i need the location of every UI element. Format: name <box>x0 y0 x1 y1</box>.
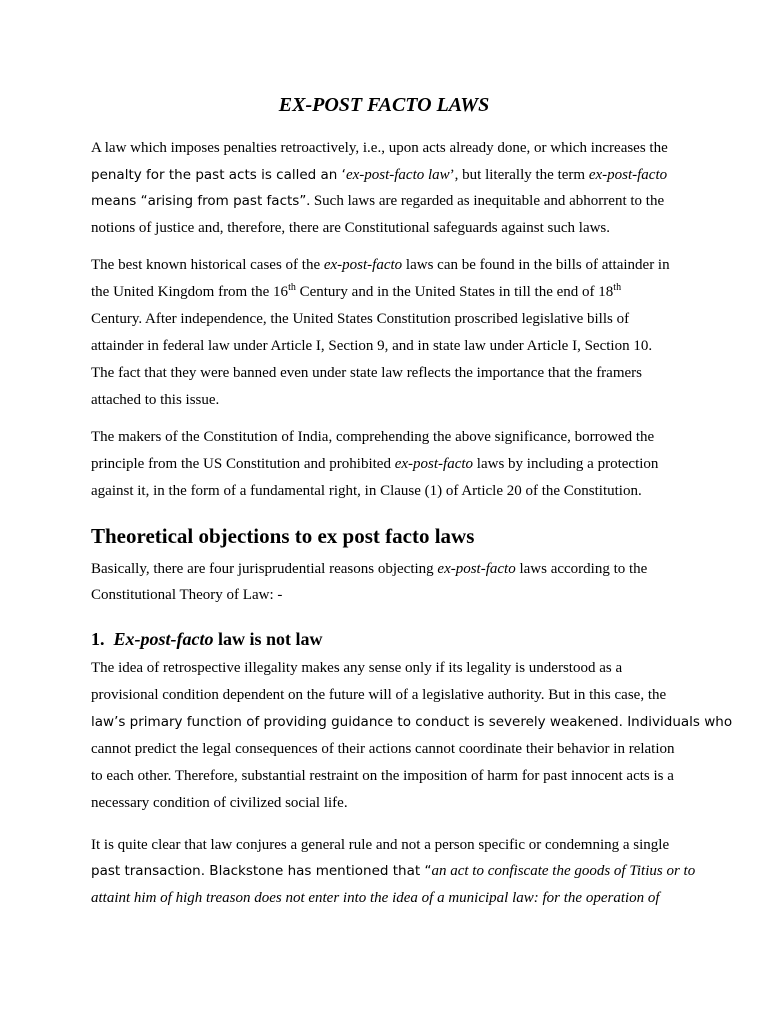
text-run: law is not law <box>213 629 323 649</box>
text-run: laws according to the <box>515 561 648 577</box>
paragraph-6-line-3 <box>91 889 660 907</box>
text-run: principle from the US Constitution and prohibited <box>91 456 395 472</box>
text-run: the United Kingdom from the 16 <box>91 284 289 300</box>
paragraph-5-line-6: necessary condition of civilized social life. <box>91 795 348 811</box>
text-run: law’s primary function of providing guidance to conduct is severely weakened. Individuals who <box>91 714 733 730</box>
paragraph-2-line-4: attainder in federal law under Article I, Section 9, and in state law under Article I, Section 10. <box>91 338 653 354</box>
italic-term: Ex-post-facto <box>113 629 214 649</box>
text-run: laws by including a protection <box>473 456 659 472</box>
text-run: penalty for the past acts is called an ‘ <box>91 167 346 183</box>
document-title: EX-POST FACTO LAWS <box>278 94 490 116</box>
section-heading: Theoretical objections to ex post facto laws <box>91 524 475 548</box>
paragraph-3-line-3: against it, in the form of a fundamental right, in Clause (1) of Article 20 of the Constitution. <box>91 483 642 499</box>
paragraph-3-line-1: The makers of the Constitution of India, comprehending the above significance, borrowed the <box>91 429 655 445</box>
text-run: means “arising from past facts” <box>91 193 307 209</box>
italic-term: ex-post-facto <box>323 257 403 273</box>
italic-term: ex-post-facto <box>588 167 668 183</box>
italic-term: ex-post-facto law <box>345 167 450 183</box>
paragraph-2-line-3: Century. After independence, the United States Constitution proscribed legislative bills of <box>91 311 630 327</box>
paragraph-2-line-1 <box>91 256 670 274</box>
superscript: th <box>288 282 296 293</box>
paragraph-2-line-2 <box>91 283 621 301</box>
text-run: The best known historical cases of the <box>91 257 324 273</box>
quoted-italic-text: an act to confiscate the goods of Titius or to <box>431 863 696 879</box>
heading-number: 1. <box>91 629 105 649</box>
paragraph-3-line-2 <box>91 455 658 473</box>
paragraph-2-line-6: attached to this issue. <box>91 392 220 408</box>
text-run: . Such laws are regarded as inequitable and abhorrent to the <box>306 193 665 209</box>
text-run: ’, but literally the term <box>449 167 589 183</box>
subsection-heading <box>91 628 323 650</box>
paragraph-5-line-5: to each other. Therefore, substantial restraint on the imposition of harm for past innocent acts is a <box>91 768 674 784</box>
paragraph-6-line-2 <box>91 862 695 880</box>
paragraph-5-line-4: cannot predict the legal consequences of their actions cannot coordinate their behavior in relation <box>91 741 675 757</box>
text-run: Basically, there are four jurisprudential reasons objecting <box>91 561 438 577</box>
paragraph-5-line-1: The idea of retrospective illegality makes any sense only if its legality is understood as a <box>91 660 623 676</box>
text-run: laws can be found in the bills of attainder in <box>402 257 670 273</box>
paragraph-4-line-2: Constitutional Theory of Law: - <box>91 587 283 603</box>
paragraph-1-line-3 <box>91 192 664 210</box>
paragraph-1-line-4: notions of justice and, therefore, there are Constitutional safeguards against such laws. <box>91 220 611 236</box>
paragraph-1-line-1: A law which imposes penalties retroactively, i.e., upon acts already done, or which increases the <box>91 140 668 156</box>
italic-term: ex-post-facto <box>394 456 474 472</box>
paragraph-5-line-2: provisional condition dependent on the future will of a legislative authority. But in this case, the <box>91 687 667 703</box>
text-run: past transaction. Blackstone has mentioned that “ <box>91 863 432 879</box>
paragraph-1-line-2 <box>91 166 667 184</box>
superscript: th <box>613 282 622 293</box>
paragraph-5-line-3 <box>91 713 732 731</box>
italic-term: ex-post-facto <box>437 561 516 577</box>
text-run: Century and in the United States in till the end of 18 <box>295 284 614 300</box>
quoted-italic-text: attaint him of high treason does not enter into the idea of a municipal law: for the operation of <box>91 890 660 906</box>
paragraph-4-line-1 <box>91 560 647 578</box>
paragraph-6-line-1: It is quite clear that law conjures a general rule and not a person specific or condemning a single <box>91 837 670 853</box>
paragraph-2-line-5: The fact that they were banned even under state law reflects the importance that the framers <box>91 365 642 381</box>
